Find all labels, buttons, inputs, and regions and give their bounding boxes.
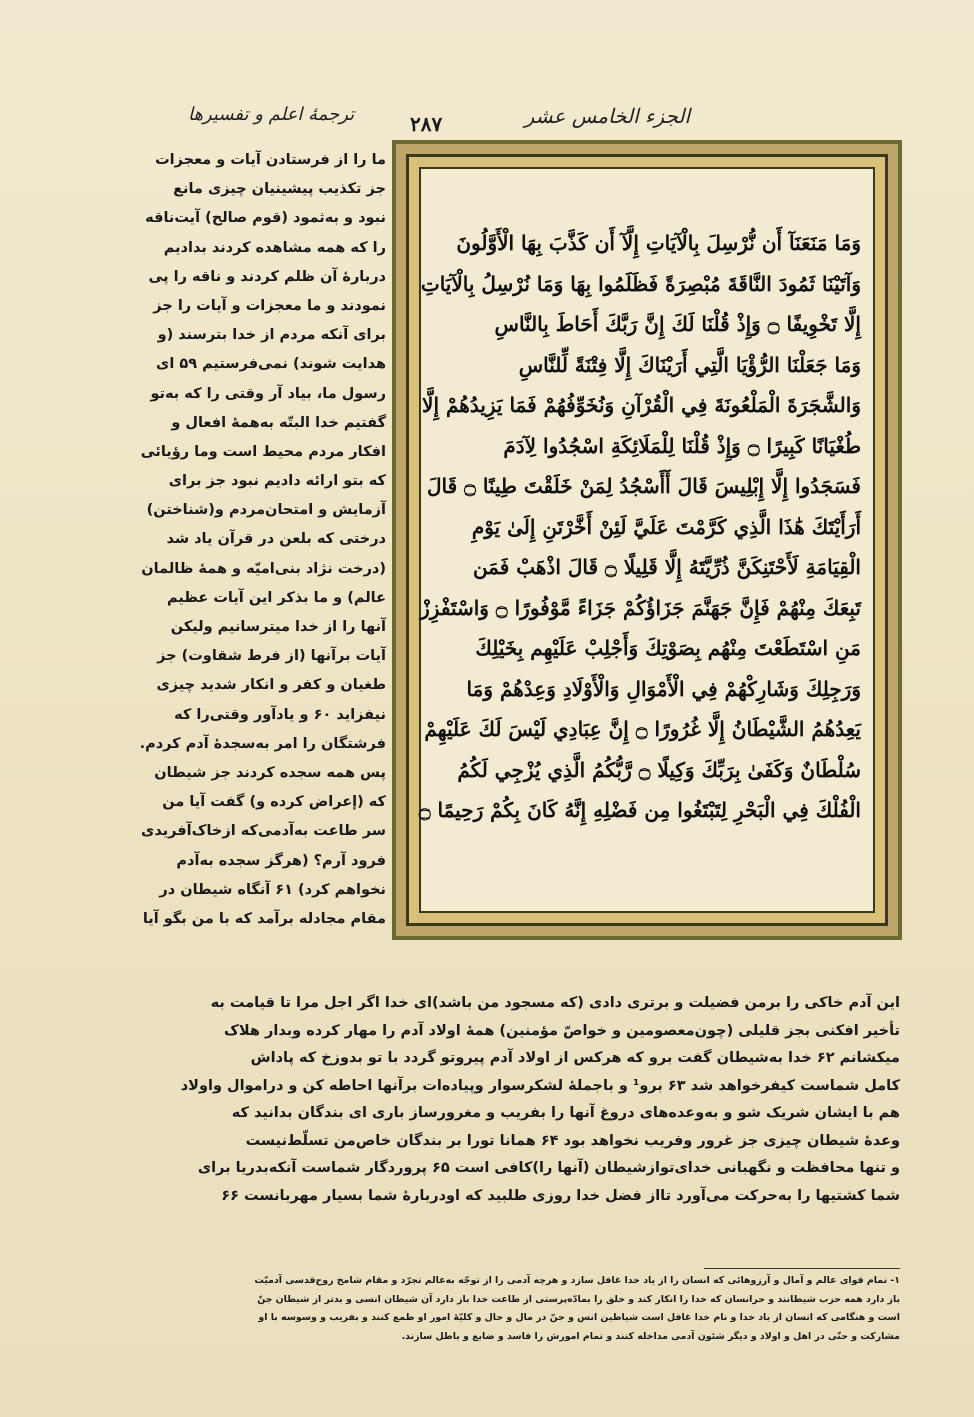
translation-line: آیات برآنها (از فرط شقاوت) جز <box>157 648 386 665</box>
footnote-line: مشارکت و حتّی در اهل و اولاد و دیگر شئون آدمی مداخله کنند و تمام امورش را فاسد و ضایع و باطل سازند. <box>401 1330 900 1342</box>
translation-line: که بتو ارائه دادیم نبود جز برای <box>168 473 386 490</box>
quran-line: فَسَجَدُوا إِلَّا إِبْلِيسَ قَالَ أَأَسْجُدُ لِمَنْ خَلَقْتَ طِينًا ۝ قَالَ <box>426 474 861 498</box>
translation-line: طغیان و کفر و انکار شدید چیزی <box>156 677 386 694</box>
translation-line: برای آنکه مردم از خدا بترسند (و <box>157 327 386 344</box>
footnote-line: ۱- تمام قوای عالم و آمال و آرزوهائی که انسان را از یاد خدا غافل سازد و هرچه آدمی را از توجّه به‌عالم تجرّد و مقام شامخ روح‌قدسی آدمیّت <box>254 1275 900 1286</box>
translation-body-line: شما کشتیها را به‌حرکت می‌آورد تااز فضل خدا روزی طلبید که اودربارهٔ شما بسیار مهربانست ۶۶ <box>221 1187 900 1204</box>
quran-line: سُلْطَانٌ وَكَفَىٰ بِرَبِّكَ وَكِيلًا ۝ رَّبُّكُمُ الَّذِي يُزْجِي لَكُمُ <box>457 757 861 782</box>
quran-line: وَآتَيْنَا ثَمُودَ النَّاقَةَ مُبْصِرَةً فَظَلَمُوا بِهَا وَمَا نُرْسِلُ بِالْآيَاتِ <box>420 271 861 296</box>
translation-line: نیفزاید ۶۰ و یادآور وقتی‌را که <box>174 706 386 723</box>
quran-line: وَرَجِلِكَ وَشَارِكْهُمْ فِي الْأَمْوَالِ وَالْأَوْلَادِ وَعِدْهُمْ وَمَا <box>466 676 861 701</box>
translation-line: که (إعراض کرده و) گفت آیا من <box>162 794 386 811</box>
translation-line: آنها را از خدا میترسانیم ولیکن <box>170 619 386 635</box>
translation-line: رسول ما، بیاد آر وقتی را که به‌تو <box>150 385 386 402</box>
quran-line: أَرَأَيْتَكَ هَٰذَا الَّذِي كَرَّمْتَ عَلَيَّ لَئِنْ أَخَّرْتَنِ إِلَىٰ يَوْمِ <box>471 514 861 539</box>
translation-line: هدایت شوند) نمی‌فرستیم ۵۹ ای <box>156 356 386 373</box>
translation-line: فرشتگان را امر به‌سجدهٔ آدم کردم. <box>139 735 386 752</box>
page-number: ۲۸۷ <box>410 112 443 136</box>
footnotes <box>254 1272 900 1346</box>
footnote-line: است و هنگامی که انسان از یاد خدا و نام خدا غافل است شیاطین انس و جنّ در مال و حال و کلیّهٔ امور او طمع کنند و بفریب و وسوسه با او <box>258 1312 900 1323</box>
translation-body <box>104 990 900 1210</box>
quran-line: يَعِدُهُمُ الشَّيْطَانُ إِلَّا غُرُورًا ۝ إِنَّ عِبَادِي لَيْسَ لَكَ عَلَيْهِمْ <box>424 717 861 741</box>
translation-line: گفتیم خدا البتّه به‌همهٔ افعال و <box>171 414 386 431</box>
translation-line: نخواهم کرد) ۶۱ آنگاه شیطان در <box>159 881 386 898</box>
quran-line: وَمَا جَعَلْنَا الرُّؤْيَا الَّتِي أَرَيْنَاكَ إِلَّا فِتْنَةً لِّلنَّاسِ <box>518 352 861 377</box>
translation-line: جز تکذیب پیشینیان چیزی مانع <box>173 181 386 198</box>
translation-line: آزمایش و امتحان‌مردم و(شناختن) <box>146 502 386 519</box>
translation-line: دربارهٔ آن ظلم کردند و ناقه را پی <box>148 268 386 285</box>
quran-frame-core <box>419 167 875 913</box>
translation-line: فرود آرم؟ (هرگز سجده به‌آدم <box>176 852 386 869</box>
footnote-line: باز دارد همه حزب شیطانند و حرانسان که خدا را انکار کند و خلق را بمادّه‌پرستی از طاعت خدا باز دارد آن شیطان انسی و بدتر از شیطان جنّ <box>257 1293 900 1305</box>
translation-body-line: و تنها محافظت و نگهبانی خدای‌توازشیطان (آنها را)کافی است ۶۵ پروردگار شماست آنکه‌بدریا برای <box>197 1160 900 1176</box>
translation-body-line: هم با ایشان شریک شو و به‌وعده‌های دروغ آنها را بفریب و مغرورساز باری ای بندگان بدانید که <box>231 1105 900 1121</box>
translation-body-line: میکشانم ۶۲ خدا به‌شیطان گفت برو که هرکس از اولاد آدم پیروتو گردد با تو بدوزخ که پاداش <box>250 1050 900 1066</box>
translation-body-line: وعدهٔ شیطان چیزی جز غرور وفریب نخواهد بود ۶۴ همانا تورا بر بندگان خاص‌من تسلّط‌نیست <box>245 1132 900 1149</box>
quran-frame <box>392 140 902 940</box>
footnote-divider <box>704 1268 900 1269</box>
translation-line: نبود و به‌ثمود (قوم صالح) آیت‌ناقه <box>145 210 386 227</box>
quran-frame-inner <box>406 154 888 926</box>
page-header <box>110 100 890 140</box>
quran-line: طُغْيَانًا كَبِيرًا ۝ وَإِذْ قُلْنَا لِلْمَلَائِكَةِ اسْجُدُوا لِآدَمَ <box>503 433 861 458</box>
translation-line: پس همه سجده کردند جز شیطان <box>154 764 386 781</box>
translation-side-column <box>104 146 386 934</box>
translation-line: نمودند و ما معجزات و آیات را جز <box>153 297 386 314</box>
translation-body-line: این آدم خاکی را برمن فضیلت و برتری دادی (که مسجود من باشد)ای خدا اگر اجل مرا تا قیامت به <box>210 995 900 1011</box>
translation-line: عالم) و ما بذکر این آیات عظیم <box>166 589 386 606</box>
quran-line: وَمَا مَنَعَنَآ أَن نُّرْسِلَ بِالْآيَاتِ إِلَّآ أَن كَذَّبَ بِهَا الْأَوَّلُونَ <box>456 231 861 255</box>
quran-line: الْفُلْكَ فِي الْبَحْرِ لِتَبْتَغُوا مِن فَضْلِهِ إِنَّهُ كَانَ بِكُمْ رَحِيمًا ۝ <box>418 798 861 822</box>
quran-text <box>418 223 861 831</box>
quran-line: تَبِعَكَ مِنْهُمْ فَإِنَّ جَهَنَّمَ جَزَاؤُكُمْ جَزَاءً مَّوْفُورًا ۝ وَاسْتَفْزِزْ <box>420 595 861 620</box>
quran-line: مَنِ اسْتَطَعْتَ مِنْهُم بِصَوْتِكَ وَأَجْلِبْ عَلَيْهِم بِخَيْلِكَ <box>475 636 861 660</box>
translation-line: ما را از فرستادن آیات و معجزات <box>155 152 386 168</box>
translation-line: درختی که بلعن در قرآن یاد شد <box>166 531 386 548</box>
translation-line: سر طاعت به‌آدمی‌که ازخاک‌آفریدی <box>141 823 386 840</box>
header-left-title: ترجمهٔ اعلم و تفسیرها <box>188 104 355 125</box>
translation-line: (درخت نژاد بنی‌امیّه و همهٔ ظالمان <box>141 560 386 577</box>
translation-line: مقام مجادله برآمد که با من بگو آیا <box>142 910 386 927</box>
quran-line: وَالشَّجَرَةَ الْمَلْعُونَةَ فِي الْقُرْآنِ وَنُخَوِّفُهُمْ فَمَا يَزِيدُهُمْ إِلَّا <box>422 393 861 417</box>
translation-line: افکار مردم محیط است وما رؤیائی <box>140 443 386 460</box>
header-right-title: الجزء الخامس عشر <box>524 104 690 128</box>
quran-line: الْقِيَامَةِ لَأَحْتَنِكَنَّ ذُرِّيَّتَهُ إِلَّا قَلِيلًا ۝ قَالَ اذْهَبْ فَمَن <box>472 555 861 579</box>
translation-line: را که همه مشاهده کردند بدادیم <box>163 239 386 256</box>
translation-body-line: تأخیر افکنی بجز قلیلی (چون‌معصومین و خواصّ مؤمنین) همهٔ اولاد آدم را مهار کرده وبدار هلاک <box>224 1022 900 1039</box>
translation-body-line: کامل شماست کیفرخواهد شد ۶۳ برو¹ و باجملهٔ لشکرسوار وپیاده‌ات برآنها احاطه کن و دراموال واولاد <box>180 1077 900 1094</box>
quran-line: إِلَّا تَخْوِيفًا ۝ وَإِذْ قُلْنَا لَكَ إِنَّ رَبَّكَ أَحَاطَ بِالنَّاسِ <box>494 312 861 336</box>
